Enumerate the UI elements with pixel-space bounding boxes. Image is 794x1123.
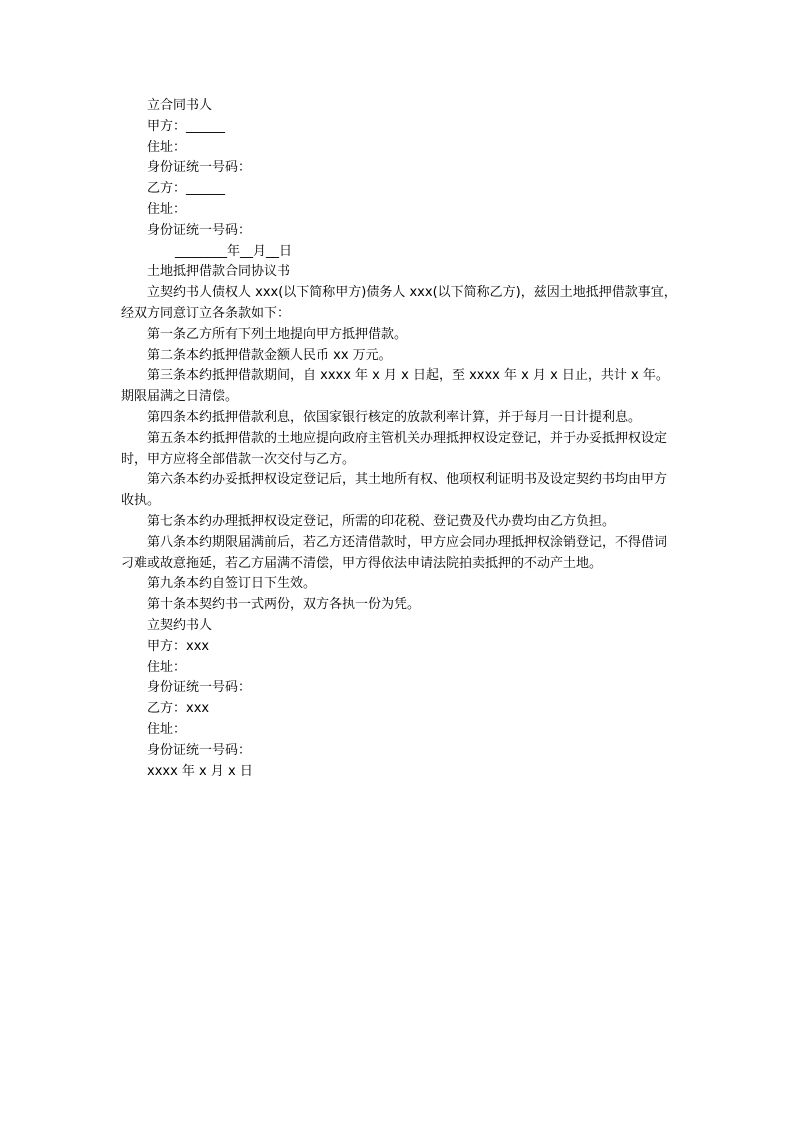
article-10: 第十条本契约书一式两份，双方各执一份为凭。 (147, 597, 421, 613)
date-line: ________年__月__日 (175, 243, 293, 259)
party-a-address: 住址： (147, 139, 187, 155)
article-6: 第六条本约办妥抵押权设定登记后，其土地所有权、他项权利证明书及设定契约书均由甲方收执。 (121, 472, 668, 509)
article-1: 第一条乙方所有下列土地提向甲方抵押借款。 (147, 326, 408, 342)
article-4: 第四条本约抵押借款利息，依国家银行核定的放款利率计算，并于每月一日计提利息。 (147, 409, 642, 425)
closing-signatory-heading: 立契约书人 (147, 617, 213, 633)
closing-party-a-id: 身份证统一号码： (147, 680, 252, 696)
closing-party-b-id: 身份证统一号码： (147, 742, 252, 758)
closing-party-a: 甲方：xxx (147, 638, 210, 654)
article-3: 第三条本约抵押借款期间，自 xxxx 年 x 月 x 日起，至 xxxx 年 x 月 x 日止，共计 x 年。期限届满之日清偿。 (121, 368, 669, 405)
party-a-line: 甲方：______ (147, 118, 226, 134)
party-b-address: 住址： (147, 201, 187, 217)
preamble-paragraph: 立契约书人债权人 xxx(以下简称甲方)债务人 xxx(以下简称乙方)，兹因土地抵押借款事宜，经双方同意订立各条款如下： (121, 285, 677, 321)
closing-party-a-address: 住址： (147, 659, 187, 675)
closing-party-b-address: 住址： (147, 721, 187, 737)
document-title: 土地抵押借款合同协议书 (147, 264, 291, 280)
closing-party-b: 乙方：xxx (147, 701, 210, 717)
article-2: 第二条本约抵押借款金额人民币 xx 万元。 (147, 347, 392, 363)
document-body (121, 96, 677, 782)
article-8: 第八条本约期限届满前后，若乙方还清借款时，甲方应会同办理抵押权涂销登记，不得借词刁难或故意拖延，若乙方届满不清偿，甲方得依法申请法院拍卖抵押的不动产土地。 (121, 534, 668, 571)
article-5: 第五条本约抵押借款的土地应提向政府主管机关办理抵押权设定登记，并于办妥抵押权设定时，甲方应将全部借款一次交付与乙方。 (121, 430, 668, 467)
closing-date: xxxx 年 x 月 x 日 (147, 763, 253, 779)
party-a-id: 身份证统一号码： (147, 160, 252, 176)
party-b-id: 身份证统一号码： (147, 222, 252, 238)
signatory-heading: 立合同书人 (147, 98, 213, 113)
article-9: 第九条本约自签订日下生效。 (147, 576, 317, 592)
article-7: 第七条本约办理抵押权设定登记，所需的印花税、登记费及代办费均由乙方负担。 (147, 513, 616, 529)
party-b-line: 乙方：______ (147, 181, 226, 197)
